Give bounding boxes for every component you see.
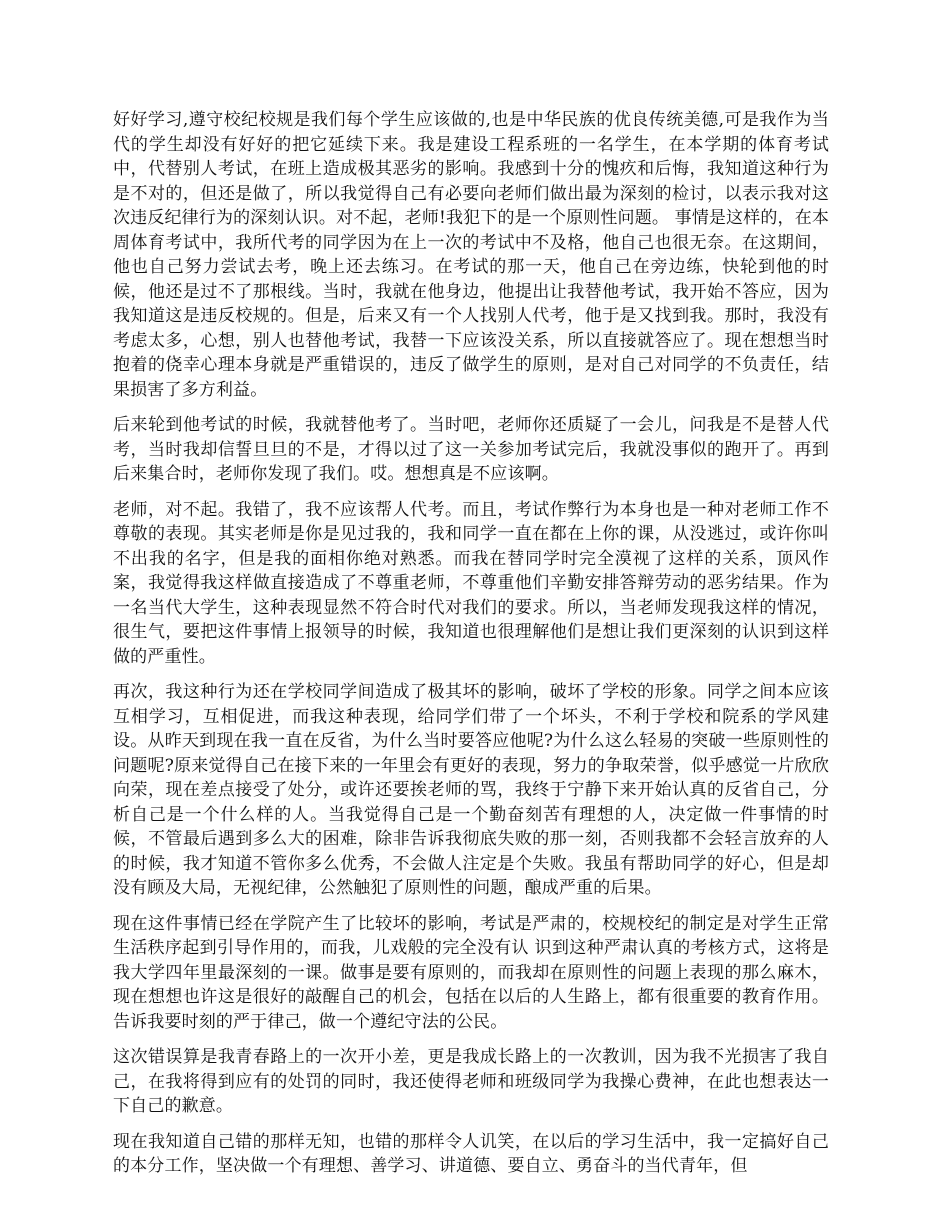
paragraph-2: 后来轮到他考试的时候，我就替他考了。当时吧，老师你还质疑了一会儿，问我是不是替人代考，当时我却信誓旦旦的不是，才得以过了这一关参加考试完后，我就没事似的跑开了。再到后来集合时，老师你发现了我们。哎。想想真是不应该啊。 [113,415,829,484]
paragraph-1: 好好学习,遵守校纪校规是我们每个学生应该做的,也是中华民族的优良传统美德,可是我作为当代的学生却没有好好的把它延续下来。我是建设工程系班的一名学生，在本学期的体育考试中，代替别人考试，在班上造成极其恶劣的影响。我感到十分的愧疚和后悔，我知道这种行为是不对的，但还是做了，所以我觉得自己有必要向老师们做出最为深刻的检讨，以表示我对这次违反纪律行为的深刻认识。对不起，老师!我犯下的是一个原则性问题。 事情是这样的，在本周体育考试中，我所代考的同学因为在上一次的考试中不及格，他自己也很无奈。在这期间，他也自己努力尝试去考，晚上还去练习。在考试的那一天，他自己在旁边练，快轮到他的时候，他还是过不了那根线。当时，我就在他身边，他提出让我替他考试，我开始不答应，因为我知道这是违反校规的。但是，后来又有一个人找别人代考，他于是又找到我。那时，我没有考虑太多，心想，别人也替他考试，我替一下应该没关系，所以直接就答应了。现在想想当时抱着的侥幸心理本身就是严重错误的，违反了做学生的原则，是对自己对同学的不负责任，结果损害了多方利益。 [113,110,829,400]
paragraph-5: 现在这件事情已经在学院产生了比较坏的影响，考试是严肃的，校规校纪的制定是对学生正常生活秩序起到引导作用的，而我，儿戏般的完全没有认 识到这种严肃认真的考核方式，这将是我大学四年里最深刻的一课。做事是要有原则的，而我却在原则性的问题上表现的那么麻木，现在想想也许这是很好的敲醒自己的机会，包括在以后的人生路上，都有很重要的教育作用。告诉我要时刻的严于律己，做一个遵纪守法的公民。 [113,913,829,1032]
paragraph-7: 现在我知道自己错的那样无知，也错的那样令人讥笑，在以后的学习生活中，我一定搞好自己的本分工作，坚决做一个有理想、善学习、讲道德、要自立、勇奋斗的当代青年，但 [113,1131,829,1176]
paragraph-4: 再次，我这种行为还在学校同学间造成了极其坏的影响，破坏了学校的形象。同学之间本应该互相学习，互相促进，而我这种表现，给同学们带了一个坏头，不利于学校和院系的学风建设。从昨天到现在我一直在反省，为什么当时要答应他呢?为什么这么轻易的突破一些原则性的问题呢?原来觉得自己在接下来的一年里会有更好的表现，努力的争取荣誉，似乎感觉一片欣欣向荣，现在差点接受了处分，或许还要挨老师的骂，我终于宁静下来开始认真的反省自己，分析自己是一个什么样的人。当我觉得自己是一个勤奋刻苦有理想的人，决定做一件事情的时候，不管最后遇到多么大的困难，除非告诉我彻底失败的那一刻，否则我都不会轻言放弃的人的时候，我才知道不管你多么优秀，不会做人注定是个失败。我虽有帮助同学的好心，但是却没有顾及大局，无视纪律，公然触犯了原则性的问题，酿成严重的后果。 [113,682,829,898]
document-body [113,108,829,1190]
paragraph-3: 老师，对不起。我错了，我不应该帮人代考。而且，考试作弊行为本身也是一种对老师工作不尊敬的表现。其实老师是你是见过我的，我和同学一直在都在上你的课，从没逃过，或许你叫不出我的名字，但是我的面相你绝对熟悉。而我在替同学时完全漠视了这样的关系，顶风作案，我觉得我这样做直接造成了不尊重老师，不尊重他们辛勤安排答辩劳动的恶劣结果。作为一名当代大学生，这种表现显然不符合时代对我们的要求。所以，当老师发现我这样的情况，很生气，要把这件事情上报领导的时候，我知道也很理解他们是想让我们更深刻的认识到这样做的严重性。 [113,499,829,667]
paragraph-6: 这次错误算是我青春路上的一次开小差，更是我成长路上的一次教训，因为我不光损害了我自己，在我将得到应有的处罚的同时，我还使得老师和班级同学为我操心费神，在此也想表达一下自己的歉意。 [113,1047,829,1116]
